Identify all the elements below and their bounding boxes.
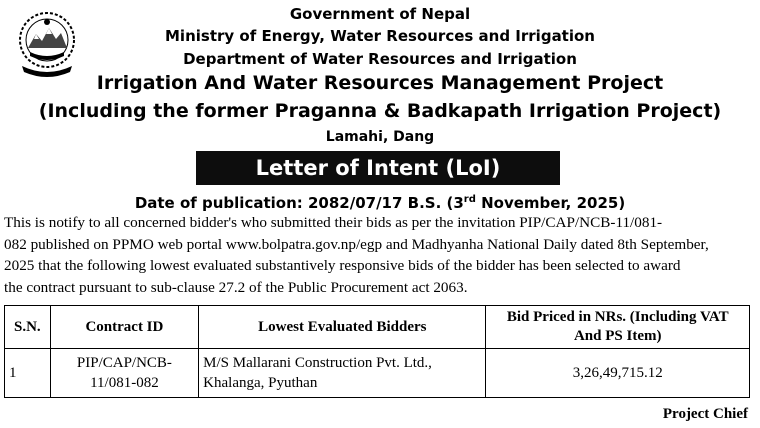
cell-price: 3,26,49,715.12 bbox=[486, 349, 750, 398]
letter-title-banner: Letter of Intent (LoI) bbox=[196, 151, 560, 185]
bid-results-table bbox=[4, 305, 750, 398]
paragraph-line: This is notify to all concerned bidder's who submitted their bids as per the invitation PIP/CAP/NCB-11/081- bbox=[4, 214, 663, 231]
header-bidder: Lowest Evaluated Bidders bbox=[199, 306, 486, 349]
table-row bbox=[5, 349, 750, 398]
header-contract-id: Contract ID bbox=[50, 306, 199, 349]
paragraph-line: 082 published on PPMO web portal www.bolpatra.gov.np/egp and Madhyanha National Daily dated 8th September, bbox=[4, 235, 709, 253]
paragraph-line: the contract pursuant to sub-clause 27.2 of the Public Procurement act 2063. bbox=[4, 278, 468, 296]
project-heading: Irrigation And Water Resources Management Project bbox=[96, 72, 664, 94]
notice-paragraph bbox=[4, 212, 756, 298]
publication-date: Date of publication: 2082/07/17 B.S. (3rd November, 2025) bbox=[134, 194, 626, 212]
cell-contract-id: PIP/CAP/NCB- 11/081-082 bbox=[50, 349, 199, 398]
signature-title: Project Chief bbox=[662, 406, 748, 422]
table-header-row bbox=[5, 306, 750, 349]
paragraph-line: 2025 that the following lowest evaluated substantively responsive bids of the bidder has been selected to award bbox=[4, 257, 681, 274]
header-sn: S.N. bbox=[5, 306, 51, 349]
government-heading: Government of Nepal bbox=[289, 5, 471, 23]
department-heading: Department of Water Resources and Irrigation bbox=[183, 50, 577, 68]
ministry-heading: Ministry of Energy, Water Resources and Irrigation bbox=[165, 27, 595, 45]
cell-sn: 1 bbox=[5, 349, 51, 398]
header-bid-price: Bid Priced in NRs. (Including VAT And PS Item) bbox=[486, 306, 750, 349]
location-heading: Lamahi, Dang bbox=[325, 129, 435, 145]
project-subheading: (Including the former Praganna & Badkapath Irrigation Project) bbox=[38, 100, 722, 122]
cell-bidder: M/S Mallarani Construction Pvt. Ltd., Khalanga, Pyuthan bbox=[199, 349, 486, 398]
